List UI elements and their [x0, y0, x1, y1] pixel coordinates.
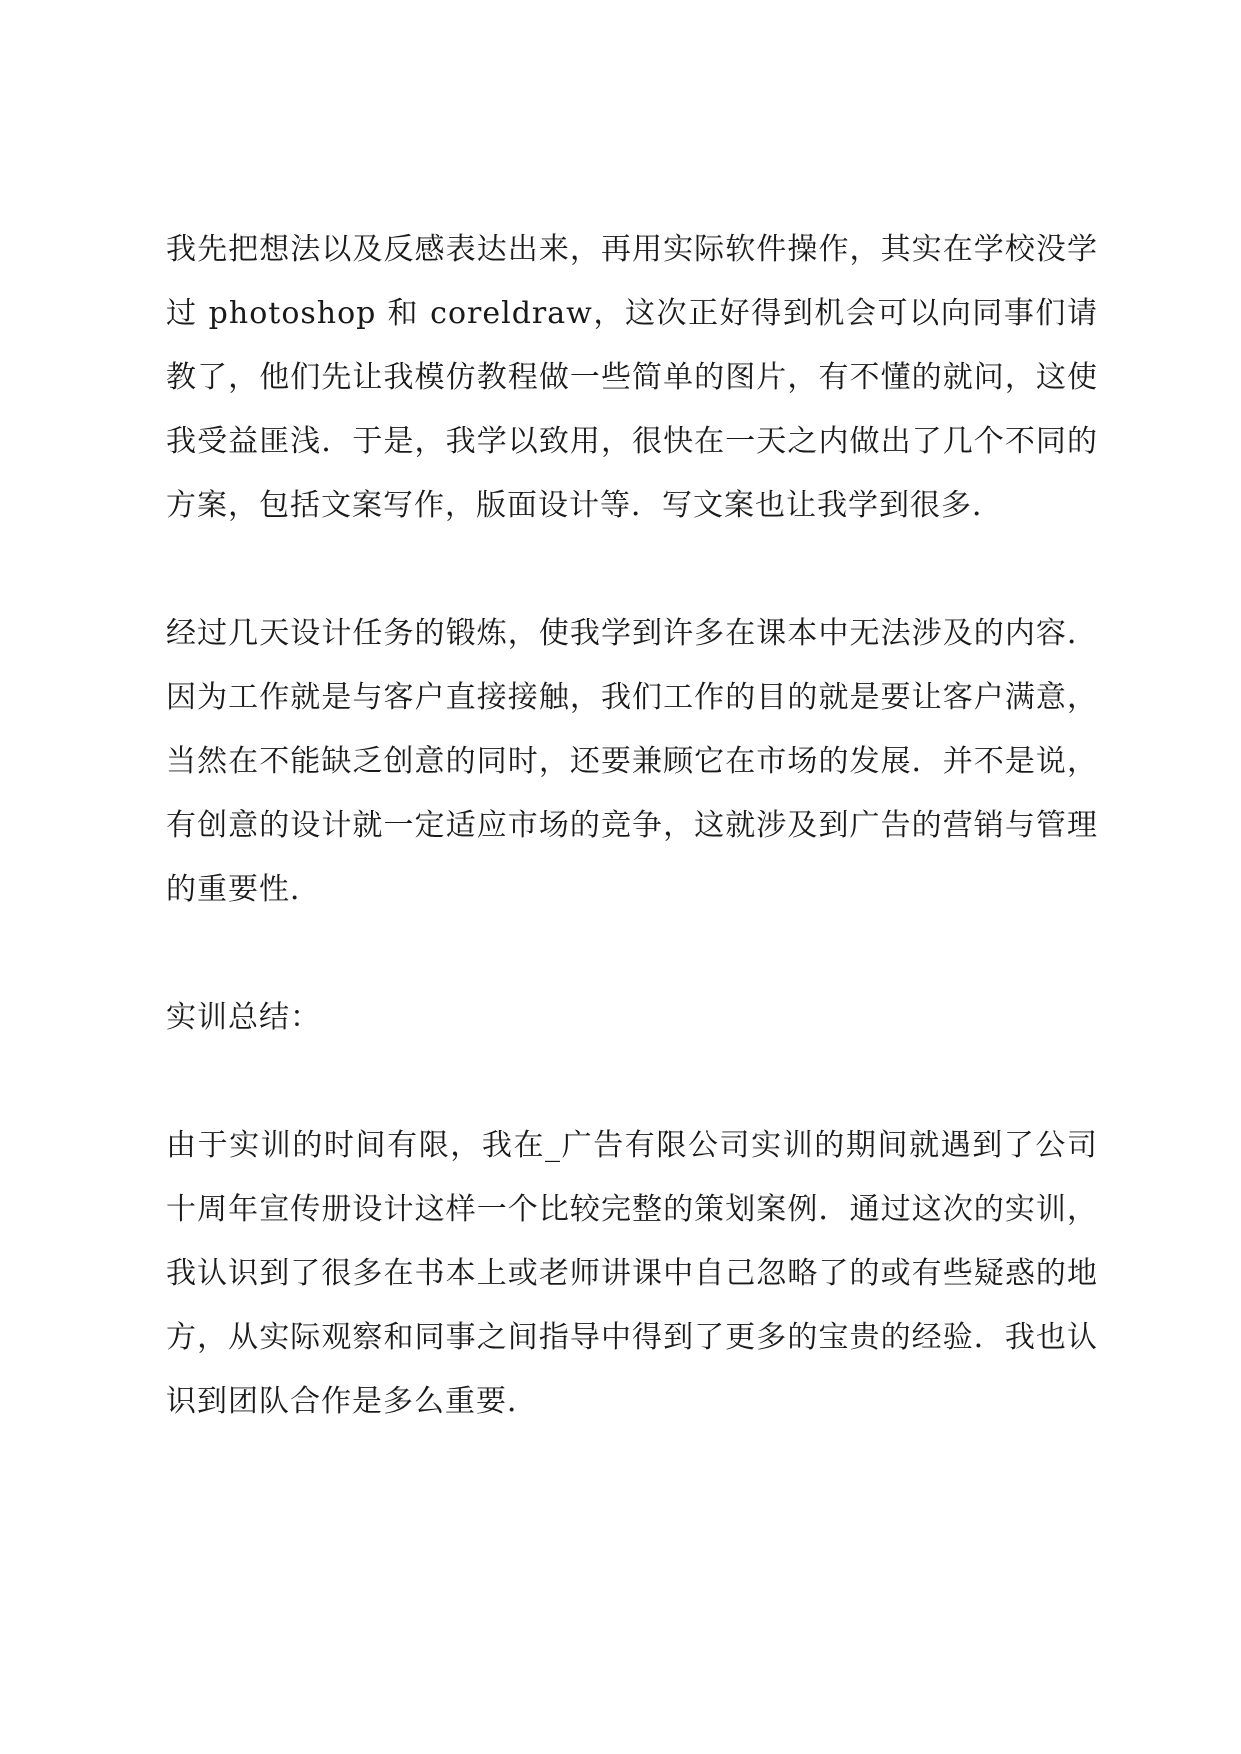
paragraph-design-training: 经过几天设计任务的锻炼，使我学到许多在课本中无法涉及的内容．因为工作就是与客户直接接触，我们工作的目的就是要让客户满意，当然在不能缺乏创意的同时，还要兼顾它在市场的发展．并不是说，有创意的设计就一定适应市场的竞争，这就涉及到广告的营销与管理的重要性． — [166, 616, 1098, 907]
section-heading-summary: 实训总结： — [166, 1000, 321, 1035]
document-body — [166, 218, 1098, 1498]
paragraph-software-learning: 我先把想法以及反感表达出来，再用实际软件操作，其实在学校没学过 photoshop 和 coreldraw，这次正好得到机会可以向同事们请教了，他们先让我模仿教程做一些简单的图片，有不懂的就问，这使我受益匪浅．于是，我学以致用，很快在一天之内做出了几个不同的方案，包括文案写作，版面设计等．写文案也让我学到很多． — [166, 232, 1098, 523]
paragraph-summary: 由于实训的时间有限，我在_广告有限公司实训的期间就遇到了公司十周年宣传册设计这样一个比较完整的策划案例．通过这次的实训，我认识到了很多在书本上或老师讲课中自己忽略了的或有些疑惑的地方，从实际观察和同事之间指导中得到了更多的宝贵的经验．我也认识到团队合作是多么重要． — [166, 1128, 1098, 1419]
